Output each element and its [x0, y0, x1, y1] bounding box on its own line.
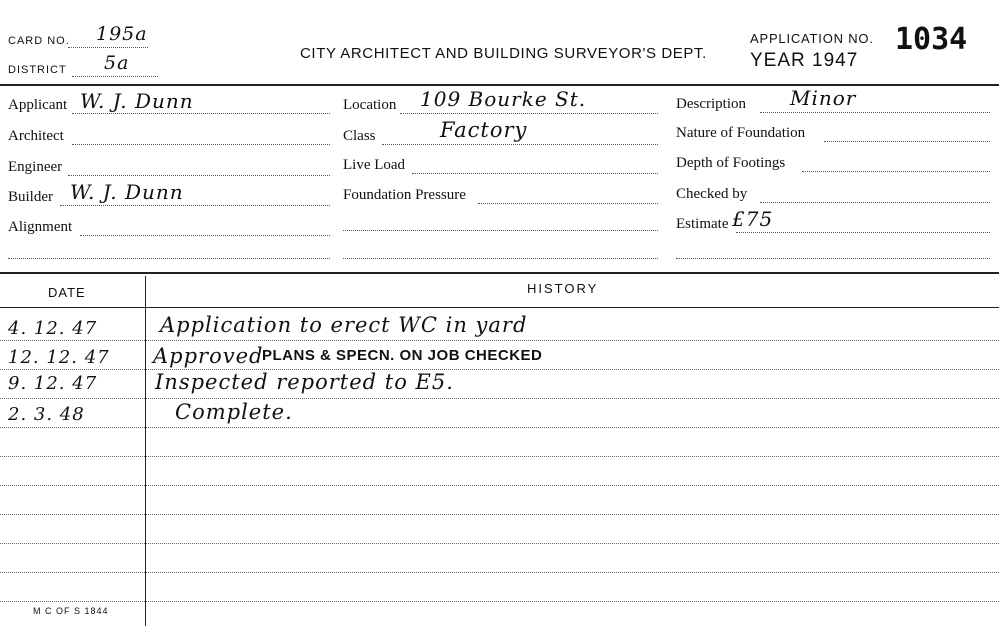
plans-checked-stamp: PLANS & SPECN. ON JOB CHECKED — [262, 347, 543, 364]
card-no-label: CARD NO. — [8, 35, 70, 47]
card-no-line — [68, 47, 148, 48]
ruled-line — [0, 572, 999, 573]
col2-extra-line-1 — [343, 230, 658, 231]
applicant-label: Applicant — [8, 97, 68, 113]
application-no-label: APPLICATION NO. — [750, 31, 874, 46]
history-column-divider — [145, 276, 146, 626]
class-value: Factory — [440, 118, 528, 142]
alignment-label: Alignment — [8, 219, 73, 235]
history-row-date: 9. 12. 47 — [8, 373, 98, 394]
ruled-line — [0, 340, 999, 341]
district-line — [72, 76, 158, 77]
history-header-divider — [0, 307, 999, 308]
history-top-border — [0, 272, 999, 274]
ruled-line — [0, 514, 999, 515]
form-code: M C OF S 1844 — [33, 606, 109, 616]
history-row-entry: Approved — [153, 344, 264, 368]
ruled-line — [0, 398, 999, 399]
engineer-label: Engineer — [8, 159, 63, 175]
checked-by-line — [760, 202, 990, 203]
description-line — [760, 112, 990, 113]
date-header: DATE — [48, 285, 86, 300]
class-label: Class — [343, 128, 376, 144]
alignment-line — [80, 235, 330, 236]
builder-label: Builder — [8, 189, 53, 205]
applicant-value: W. J. Dunn — [80, 89, 194, 113]
architect-label: Architect — [8, 128, 64, 144]
live-load-label: Live Load — [343, 157, 406, 173]
ruled-line — [0, 485, 999, 486]
ruled-line — [0, 601, 999, 602]
estimate-value: £75 — [732, 207, 774, 231]
location-line — [400, 113, 658, 114]
architect-line — [72, 144, 330, 145]
history-row-entry: Inspected reported to E5. — [155, 370, 454, 394]
nature-of-foundation-line — [824, 141, 990, 142]
card-no-value: 195a — [96, 23, 148, 45]
location-value: 109 Bourke St. — [420, 87, 587, 111]
builder-value: W. J. Dunn — [70, 180, 184, 204]
col3-extra-line — [676, 258, 990, 259]
ruled-line — [0, 456, 999, 457]
history-row-date: 2. 3. 48 — [8, 404, 85, 425]
foundation-pressure-label: Foundation Pressure — [343, 187, 466, 203]
district-value: 5a — [104, 52, 130, 74]
builder-line — [60, 205, 330, 206]
history-row-entry: Complete. — [175, 400, 293, 424]
history-header: HISTORY — [527, 281, 599, 296]
nature-of-foundation-label: Nature of Foundation — [676, 125, 806, 141]
history-row-date: 12. 12. 47 — [8, 347, 110, 368]
ruled-line — [0, 427, 999, 428]
depth-of-footings-label: Depth of Footings — [676, 155, 786, 171]
applicant-line — [72, 113, 330, 114]
district-label: DISTRICT — [8, 64, 67, 76]
application-no-value: 1034 — [895, 22, 968, 57]
class-line — [382, 144, 658, 145]
ruled-line — [0, 543, 999, 544]
estimate-label: Estimate — [676, 216, 729, 232]
description-label: Description — [676, 96, 746, 112]
checked-by-label: Checked by — [676, 186, 748, 202]
col1-extra-line — [8, 258, 330, 259]
depth-of-footings-line — [802, 171, 990, 172]
live-load-line — [412, 173, 658, 174]
estimate-line — [736, 232, 990, 233]
history-row-entry: Application to erect WC in yard — [160, 313, 528, 337]
foundation-pressure-line — [478, 203, 658, 204]
description-value: Minor — [790, 86, 857, 110]
engineer-line — [68, 175, 330, 176]
year-label: YEAR 1947 — [750, 50, 859, 71]
ruled-line — [0, 369, 999, 370]
history-row-date: 4. 12. 47 — [8, 318, 98, 339]
col2-extra-line-2 — [343, 258, 658, 259]
location-label: Location — [343, 97, 397, 113]
dept-title: CITY ARCHITECT AND BUILDING SURVEYOR'S DEPT. — [300, 45, 707, 62]
